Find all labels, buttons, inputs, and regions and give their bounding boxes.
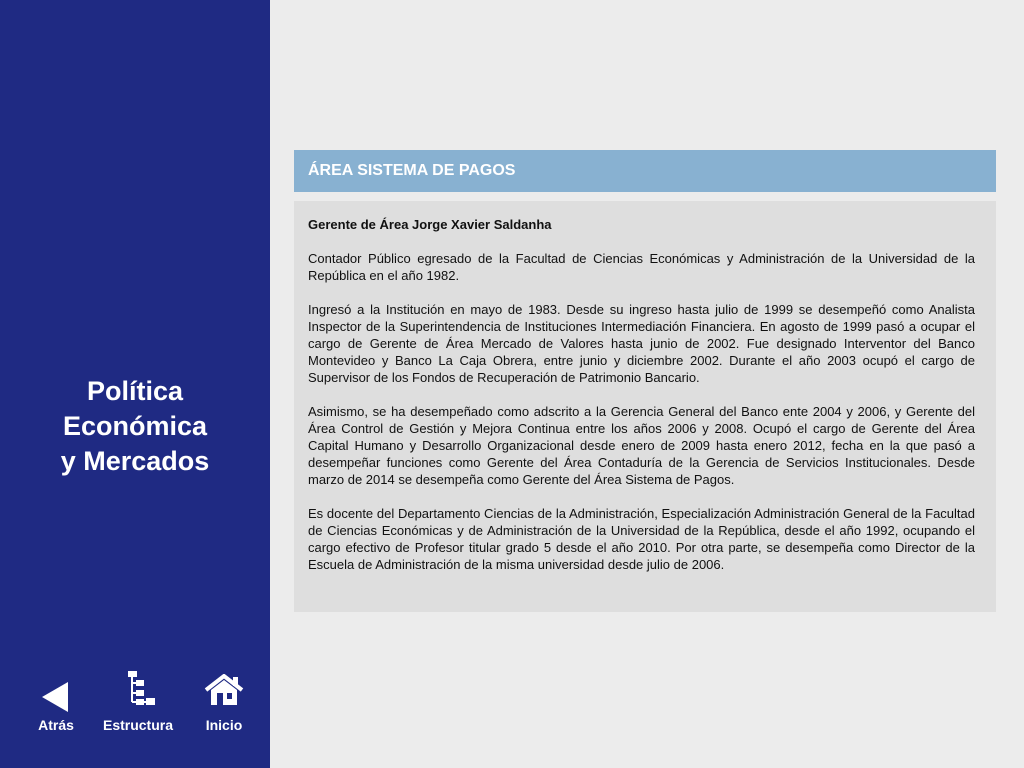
home-label: Inicio — [205, 717, 243, 733]
content-paragraph-4: Es docente del Departamento Ciencias de la Administración, Especialización Administración General de la Facultad de Ciencias Económicas y de Administración de la Universidad de la República, desde el año 1992, ocupando el cargo efectivo de Profesor titular grado 5 desde el año 2010. Por otra parte, se desempeña como Director de la Escuela de Administración de la misma universidad desde julio de 2006. — [308, 506, 975, 572]
section-title: ÁREA SISTEMA DE PAGOS — [308, 162, 516, 179]
content-panel — [294, 201, 996, 612]
content-paragraph-3: Asimismo, se ha desempeñado como adscrito a la Gerencia General del Banco ente 2004 y 2006, y Gerente del Área Control de Gestión y Mejora Continua entre los años 2006 y 2008. Ocupó el cargo de Gerente del Área Capital Humano y Desarrollo Organizacional desde enero de 2009 hasta enero 2012, fecha en la que pasó a desempeñar funciones como Gerente del Área Contaduría de la Gerencia de Servicios Institucionales. Desde marzo de 2014 se desempeña como Gerente del Área Sistema de Pagos. — [308, 404, 975, 487]
content-paragraph-1: Contador Público egresado de la Facultad de Ciencias Económicas y Administración de la Universidad de la República en el año 1982. — [308, 251, 975, 283]
content-heading: Gerente de Área Jorge Xavier Saldanha — [308, 217, 552, 232]
back-button[interactable] — [33, 668, 79, 733]
back-label: Atrás — [38, 717, 74, 733]
content-text — [308, 216, 975, 590]
sidebar-title — [0, 374, 270, 479]
section-header — [294, 150, 996, 192]
content-paragraph-2: Ingresó a la Institución en mayo de 1983. Desde su ingreso hasta julio de 1999 se desempeñó como Analista Inspector de la Superintendencia de Instituciones Intermediación Financiera. En agosto de 1999 pasó a ocupar el cargo de Gerente de Área Mercado de Valores hasta junio de 2002. Fue designado Interventor del Banco Montevideo y Banco La Caja Obrera, entre junio y diciembre 2002. Durante el año 2003 ocupó el cargo de Supervisor de los Fondos de Recuperación de Patrimonio Bancario. — [308, 302, 975, 385]
sidebar-title-line-1: Política — [86, 376, 184, 406]
sidebar — [0, 0, 270, 768]
sidebar-title-line-2: Económica — [62, 411, 208, 441]
structure-label: Estructura — [102, 717, 174, 733]
org-chart-icon — [118, 668, 158, 708]
sidebar-title-line-3: y Mercados — [60, 446, 210, 476]
home-icon — [204, 674, 244, 706]
home-button[interactable] — [199, 668, 249, 733]
structure-button[interactable] — [100, 668, 176, 733]
triangle-left-icon — [42, 682, 70, 712]
